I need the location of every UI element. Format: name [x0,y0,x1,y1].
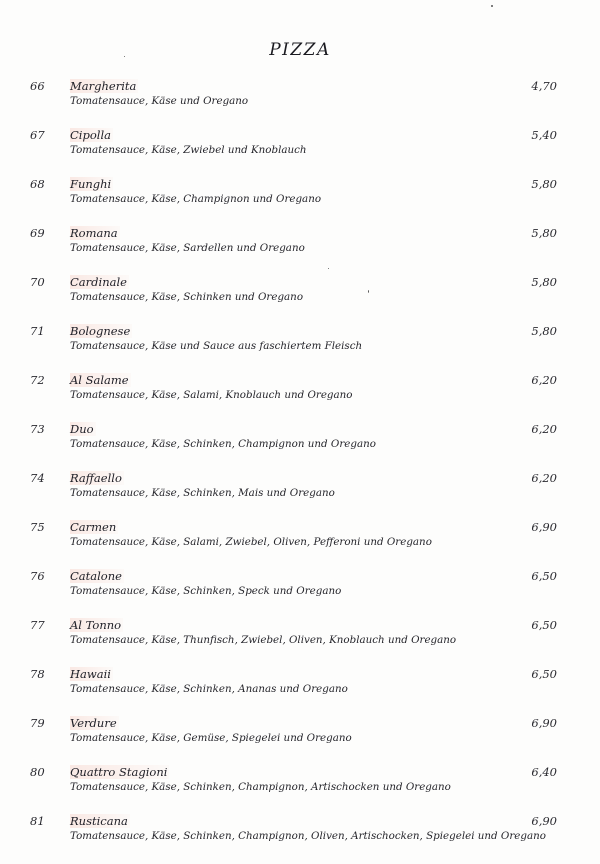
menu-item [0,667,600,716]
menu-item [0,422,600,471]
item-name: Duo [70,422,94,436]
item-name: Rusticana [70,814,128,828]
item-description: Tomatensauce, Käse, Schinken, Champignon, Oliven, Artischocken, Spiegelei und Oregano [70,830,546,842]
item-name: Quattro Stagioni [70,765,168,779]
item-name: Cipolla [70,128,111,142]
item-number: 77 [30,618,45,632]
item-description: Tomatensauce, Käse, Schinken, Ananas und Oregano [70,683,348,695]
item-name: Al Salame [70,373,129,387]
menu-item [0,716,600,765]
item-price: 6,90 [531,520,557,534]
menu-item [0,275,600,324]
item-description: Tomatensauce, Käse, Schinken und Oregano [70,291,304,303]
item-description: Tomatensauce, Käse, Gemüse, Spiegelei und Oregano [70,732,352,744]
item-description: Tomatensauce, Käse, Schinken, Champignon, Artischocken und Oregano [70,781,451,793]
item-description: Tomatensauce, Käse, Schinken, Champignon und Oregano [70,438,376,450]
paper-speck [368,290,369,293]
paper-speck [491,5,493,7]
item-number: 69 [30,226,45,240]
item-name: Al Tonno [70,618,122,632]
menu-item [0,177,600,226]
item-number: 79 [30,716,45,730]
menu-item [0,569,600,618]
menu-item [0,324,600,373]
item-price: 6,50 [531,569,557,583]
item-name: Hawaii [70,667,111,681]
item-number: 68 [30,177,45,191]
menu-item [0,471,600,520]
menu-item [0,373,600,422]
menu-item [0,618,600,667]
paper-speck [328,268,329,269]
pizza-menu-list [0,79,600,863]
item-name: Margherita [70,79,137,93]
item-description: Tomatensauce, Käse, Schinken, Speck und Oregano [70,585,342,597]
item-number: 75 [30,520,45,534]
item-name: Funghi [70,177,112,191]
item-description: Tomatensauce, Käse, Sardellen und Oregano [70,242,305,254]
item-price: 6,90 [531,814,557,828]
menu-item [0,79,600,128]
item-description: Tomatensauce, Käse, Salami, Knoblauch und Oregano [70,389,353,401]
paper-speck [124,56,125,57]
item-number: 67 [30,128,45,142]
item-price: 5,80 [531,177,557,191]
item-price: 6,20 [531,471,557,485]
menu-item [0,226,600,275]
item-price: 6,20 [531,373,557,387]
item-price: 6,50 [531,667,557,681]
item-description: Tomatensauce, Käse, Zwiebel und Knoblauch [70,144,307,156]
item-number: 73 [30,422,45,436]
item-name: Cardinale [70,275,127,289]
item-number: 74 [30,471,45,485]
item-number: 72 [30,373,45,387]
item-price: 5,80 [531,226,557,240]
item-description: Tomatensauce, Käse, Schinken, Mais und Oregano [70,487,335,499]
item-number: 81 [30,814,45,828]
item-price: 6,40 [531,765,557,779]
item-number: 71 [30,324,45,338]
item-description: Tomatensauce, Käse, Champignon und Oregano [70,193,322,205]
item-description: Tomatensauce, Käse und Sauce aus faschiertem Fleisch [70,340,363,352]
item-number: 80 [30,765,45,779]
item-name: Catalone [70,569,122,583]
item-number: 78 [30,667,45,681]
page-title: PIZZA [269,40,331,60]
item-description: Tomatensauce, Käse, Salami, Zwiebel, Oliven, Pefferoni und Oregano [70,536,432,548]
item-number: 76 [30,569,45,583]
item-description: Tomatensauce, Käse und Oregano [70,95,249,107]
item-price: 5,40 [531,128,557,142]
menu-item [0,520,600,569]
item-price: 5,80 [531,275,557,289]
menu-item [0,765,600,814]
item-price: 6,90 [531,716,557,730]
item-name: Bolognese [70,324,131,338]
item-number: 70 [30,275,45,289]
item-name: Carmen [70,520,117,534]
menu-item [0,128,600,177]
item-price: 6,50 [531,618,557,632]
item-price: 6,20 [531,422,557,436]
item-name: Raffaello [70,471,122,485]
menu-item [0,814,600,863]
item-description: Tomatensauce, Käse, Thunfisch, Zwiebel, Oliven, Knoblauch und Oregano [70,634,457,646]
item-name: Romana [70,226,118,240]
item-name: Verdure [70,716,117,730]
item-price: 4,70 [531,79,557,93]
item-price: 5,80 [531,324,557,338]
item-number: 66 [30,79,45,93]
